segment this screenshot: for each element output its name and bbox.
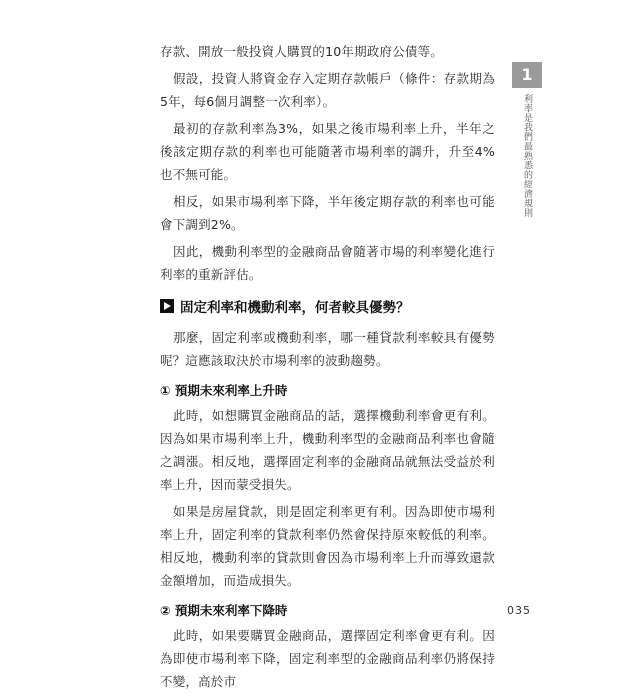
section-heading xyxy=(160,296,495,316)
paragraph: 此時，如想購買金融商品的話，選擇機動利率會更有利。因為如果市場利率上升，機動利率型的金融商品利率也會隨之調漲。相反地，選擇固定利率的金融商品就無法受益於利率上升，因而蒙受損失。 xyxy=(160,408,495,492)
paragraph: 此時，如果要購買金融商品，選擇固定利率會更有利。因為即使市場利率下降，固定利率型的金融商品利率仍將保持不變，高於市 xyxy=(160,628,495,689)
paragraph: 最初的存款利率為3%，如果之後市場利率上升，半年之後該定期存款的利率也可能隨著市場利率的調升，升至4%也不無可能。 xyxy=(160,121,495,182)
chapter-title: 利率是我們最熟悉的經濟規則 xyxy=(522,94,532,218)
paragraph: 存款、開放一般投資人購買的10年期政府公債等。 xyxy=(160,44,444,59)
paragraph: 因此，機動利率型的金融商品會隨著市場的利率變化進行利率的重新評估。 xyxy=(160,244,495,282)
chapter-side-tab xyxy=(512,62,542,218)
case2-title: ② 預期未來利率下降時 xyxy=(160,603,288,618)
page-number: 035 xyxy=(507,604,531,617)
paragraph: 如果是房屋貸款，則是固定利率更有利。因為即使市場利率上升，固定利率的貸款利率仍然會保持原來較低的利率。相反地，機動利率的貸款則會因為市場利率上升而導致還款金額增加，而造成損失。 xyxy=(160,504,495,588)
paragraph: 相反，如果市場利率下降，半年後定期存款的利率也可能會下調到2%。 xyxy=(160,194,495,232)
body-text xyxy=(160,40,495,697)
play-marker-icon xyxy=(160,299,174,313)
paragraph: 假設，投資人將資金存入定期存款帳戶（條件：存款期為5年，每6個月調整一次利率）。 xyxy=(160,71,495,109)
case1-title: ① 預期未來利率上升時 xyxy=(160,383,288,398)
chapter-number: 1 xyxy=(512,62,542,88)
intro-paragraph: 那麼，固定利率或機動利率，哪一種貸款利率較具有優勢呢？這應該取決於市場利率的波動趨勢。 xyxy=(160,330,495,368)
section-heading-text: 固定利率和機動利率，何者較具優勢？ xyxy=(180,300,410,316)
